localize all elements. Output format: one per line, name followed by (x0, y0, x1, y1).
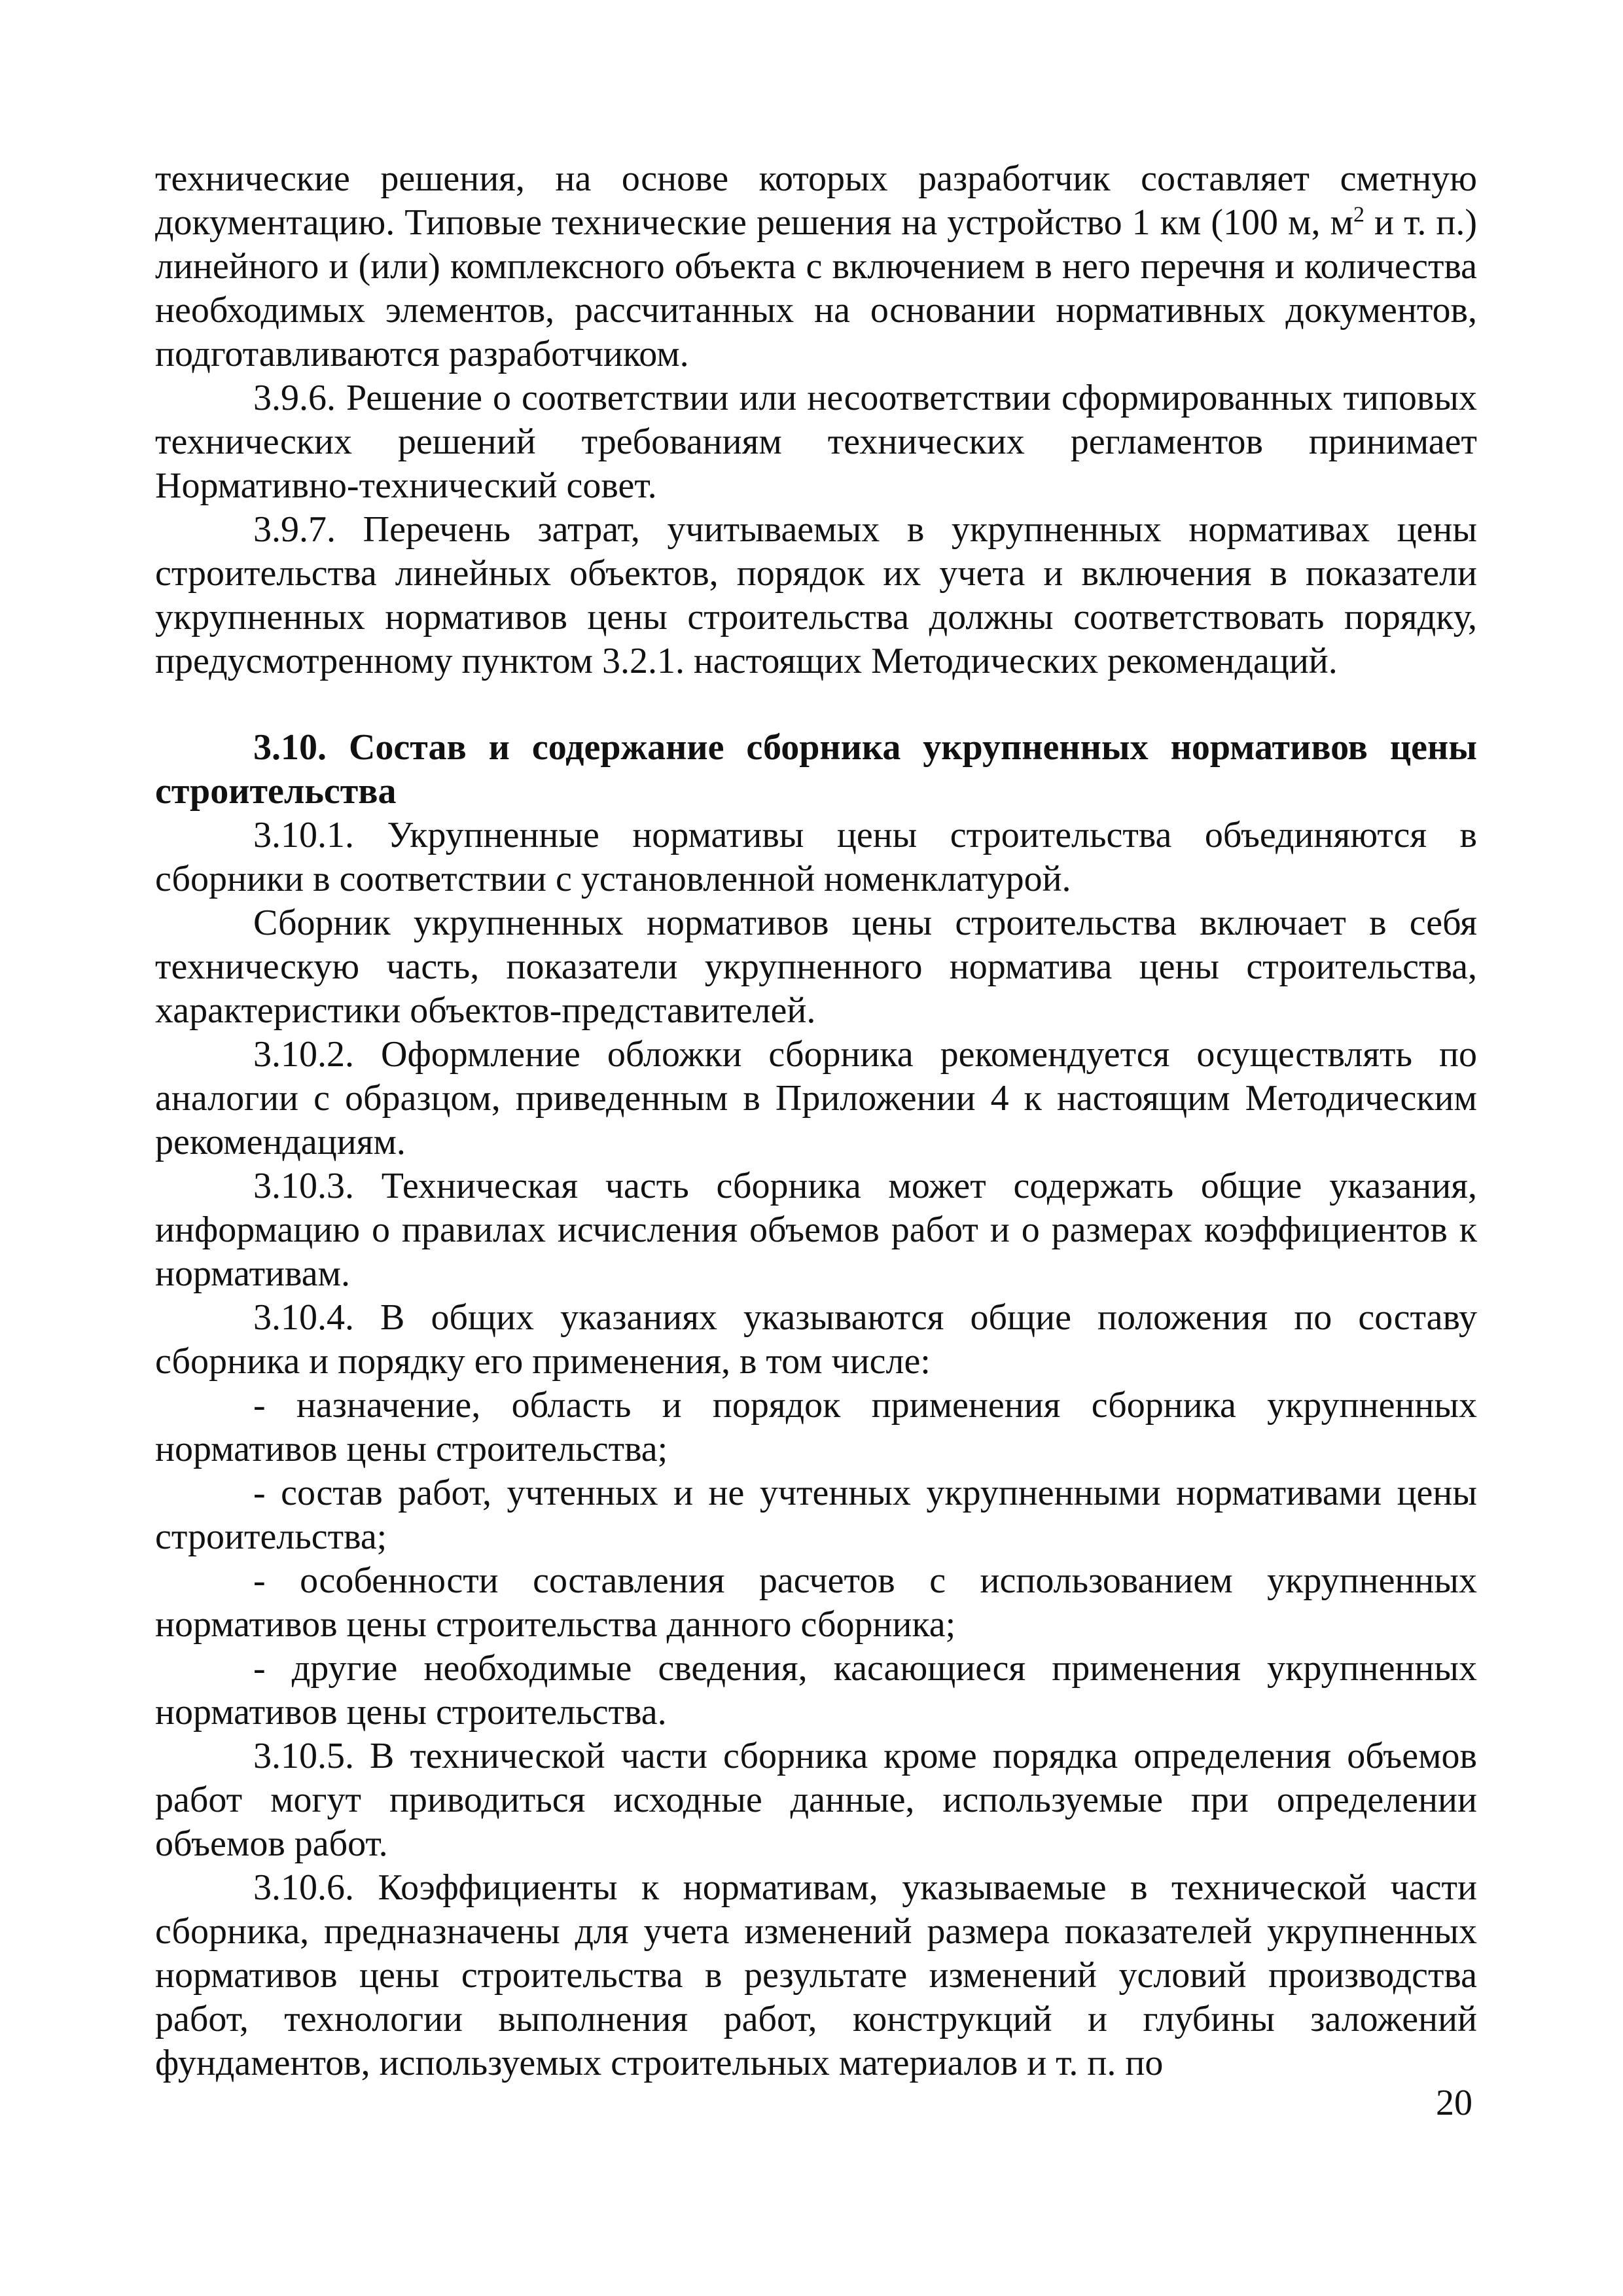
paragraph-3-9-7: 3.9.7. Перечень затрат, учитываемых в укрупненных нормативах цены строительства линейных объектов, порядок их учета и включения в показатели укрупненных нормативов цены строительства должны соответствовать порядку, предусмотренному пунктом 3.2.1. настоящих Методических рекомендаций. (155, 509, 1477, 681)
paragraph-intro-text-2: и т. п.) линейного и (или) комплексного объекта с включением в него перечня и количества необходимых элементов, рассчитанных на основании нормативных документов, подготавливаются разработчиком. (155, 202, 1477, 374)
page-number: 20 (1436, 2083, 1472, 2123)
list-item: - другие необходимые сведения, касающиеся применения укрупненных нормативов цены строительства. (155, 1648, 1477, 1732)
paragraph-sbornik: Сборник укрупненных нормативов цены строительства включает в себя техническую часть, показатели укрупненного норматива цены строительства, характеристики объектов-представителей. (155, 903, 1477, 1031)
paragraph-3-10-4: 3.10.4. В общих указаниях указываются общие положения по составу сборника и порядку его применения, в том числе: (155, 1297, 1477, 1382)
paragraph-3-10-6: 3.10.6. Коэффициенты к нормативам, указываемые в технической части сборника, предназначены для учета изменений размера показателей укрупненных нормативов цены строительства в результате изменений условий производства работ, технологии выполнения работ, конструкций и глубины заложений фундаментов, используемых строительных материалов и т. п. по (155, 1867, 1477, 2083)
paragraph-intro (155, 157, 1477, 376)
section-spacer (155, 683, 1477, 726)
paragraph-3-9-6: 3.9.6. Решение о соответствии или несоответствии сформированных типовых технических решений требованиям технических регламентов принимает Нормативно-технический совет. (155, 378, 1477, 506)
paragraph-3-10-3: 3.10.3. Техническая часть сборника может содержать общие указания, информацию о правилах исчисления объемов работ и о размерах коэффициентов к нормативам. (155, 1166, 1477, 1294)
superscript-2: 2 (1353, 202, 1365, 227)
paragraph-intro-text-1: технические решения, на основе которых разработчик составляет сметную документацию. Типовые технические решения на устройство 1 км (100 м, м (155, 158, 1477, 243)
paragraph-3-10-1: 3.10.1. Укрупненные нормативы цены строительства объединяются в сборники в соответствии с установленной номенклатурой. (155, 815, 1477, 899)
list-item: - особенности составления расчетов с использованием укрупненных нормативов цены строительства данного сборника; (155, 1560, 1477, 1645)
list-item: - состав работ, учтенных и не учтенных укрупненными нормативами цены строительства; (155, 1473, 1477, 1557)
list-item: - назначение, область и порядок применения сборника укрупненных нормативов цены строительства; (155, 1385, 1477, 1469)
paragraph-3-10-2: 3.10.2. Оформление обложки сборника рекомендуется осуществлять по аналогии с образцом, приведенным в Приложении 4 к настоящим Методическим рекомендациям. (155, 1034, 1477, 1162)
document-page (155, 157, 1477, 2085)
paragraph-3-10-5: 3.10.5. В технической части сборника кроме порядка определения объемов работ могут приводиться исходные данные, используемые при определении объемов работ. (155, 1736, 1477, 1864)
section-heading-3-10: 3.10. Состав и содержание сборника укрупненных нормативов цены строительства (155, 727, 1477, 812)
